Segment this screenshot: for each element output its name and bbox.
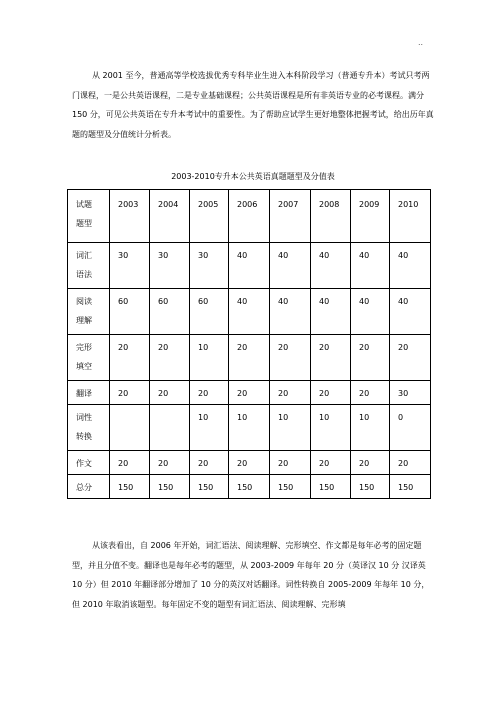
header-year: 2004 [150, 190, 190, 243]
table-cell: 60 [110, 289, 150, 335]
table-cell: 40 [270, 289, 311, 335]
table-cell: 40 [311, 243, 351, 289]
table-cell: 60 [190, 289, 229, 335]
table-cell: 150 [270, 475, 311, 499]
table-cell: 20 [150, 335, 190, 381]
table-cell: 30 [390, 381, 431, 405]
table-cell: 20 [110, 381, 150, 405]
table-cell: 20 [150, 381, 190, 405]
table-cell: 20 [110, 335, 150, 381]
table-cell: 20 [390, 335, 431, 381]
table-cell: 20 [351, 381, 390, 405]
table-row [68, 335, 431, 381]
table-cell: 20 [311, 335, 351, 381]
table-cell: 20 [190, 381, 229, 405]
row-question-type: 词汇语法 [68, 243, 110, 289]
table-cell: 40 [311, 289, 351, 335]
table-cell: 20 [351, 335, 390, 381]
table-cell: 40 [270, 243, 311, 289]
intro-paragraph: 从 2001 至今，普通高等学校选拔优秀专科毕业生进入本科阶段学习（普通专升本）考试只考两门课程，一是公共英语课程，二是专业基础课程；公共英语课程是所有非英语专业的必考课程。满分 150 分，可见公共英语在专升本考试中的重要性。为了帮助应试学生更好地整体把握考试，给出历年真题的题型及分值统计分析表。 [72, 71, 434, 139]
row-question-type: 词性转换 [68, 405, 110, 451]
table-cell: 20 [351, 451, 390, 475]
score-table-body [68, 190, 431, 499]
header-year: 2006 [229, 190, 270, 243]
table-cell: 0 [390, 405, 431, 451]
table-cell: 20 [390, 451, 431, 475]
table-cell: 20 [270, 451, 311, 475]
table-cell: 150 [351, 475, 390, 499]
analysis-paragraph: 从该表看出，自 2006 年开始，词汇语法、阅读理解、完形填空、作文都是每年必考的固定题型，并且分值不变。翻译也是每年必考的题型，从 2003-2009 年每年 20 分（英译汉 10 分 汉译英 10 分）但 2010 年翻译部分增加了 10 分的英汉对话翻译。词性转换自 2005-2009 年每年 10 分，但 2010 年取消该题型。每年固定不变的题型有词汇语法、阅读理解、完形填 [72, 541, 430, 609]
table-cell: 150 [390, 475, 431, 499]
row-question-type: 完形填空 [68, 335, 110, 381]
header-question-type: 试题题型 [68, 190, 110, 243]
table-cell: 150 [229, 475, 270, 499]
table-row [68, 451, 431, 475]
header-year: 2007 [270, 190, 311, 243]
table-row [68, 405, 431, 451]
table-cell: 10 [270, 405, 311, 451]
table-cell: 40 [229, 243, 270, 289]
table-cell: 30 [110, 243, 150, 289]
table-row [68, 243, 431, 289]
table-cell: 10 [351, 405, 390, 451]
table-cell: 20 [229, 451, 270, 475]
table-cell: 20 [270, 381, 311, 405]
table-cell: 20 [270, 335, 311, 381]
table-header-row [68, 190, 431, 243]
table-cell: 150 [150, 475, 190, 499]
row-question-type: 总分 [68, 475, 110, 499]
table-cell: 10 [311, 405, 351, 451]
row-question-type: 翻译 [68, 381, 110, 405]
header-year: 2003 [110, 190, 150, 243]
table-cell: 20 [110, 451, 150, 475]
header-year: 2009 [351, 190, 390, 243]
table-cell: 20 [229, 335, 270, 381]
table-cell: 40 [390, 289, 431, 335]
table-cell: 40 [351, 289, 390, 335]
table-row [68, 289, 431, 335]
table-cell [150, 405, 190, 451]
table-cell: 10 [229, 405, 270, 451]
table-cell: 40 [390, 243, 431, 289]
page-corner-mark: .. [418, 38, 424, 47]
table-cell: 20 [311, 381, 351, 405]
table-cell: 150 [190, 475, 229, 499]
table-row [68, 475, 431, 499]
table-cell: 30 [150, 243, 190, 289]
table-cell [110, 405, 150, 451]
header-year: 2010 [390, 190, 431, 243]
table-cell: 40 [229, 289, 270, 335]
table-cell: 20 [311, 451, 351, 475]
score-table [67, 189, 431, 499]
table-cell: 20 [190, 451, 229, 475]
row-question-type: 阅读理解 [68, 289, 110, 335]
header-year: 2008 [311, 190, 351, 243]
table-cell: 40 [351, 243, 390, 289]
table-row [68, 381, 431, 405]
table-caption: 2003-2010专升本公共英语真题题型及分值表 [171, 172, 335, 181]
table-cell: 30 [190, 243, 229, 289]
table-cell: 60 [150, 289, 190, 335]
table-cell: 20 [150, 451, 190, 475]
table-cell: 20 [229, 381, 270, 405]
table-cell: 150 [110, 475, 150, 499]
header-year: 2005 [190, 190, 229, 243]
table-cell: 10 [190, 405, 229, 451]
table-cell: 10 [190, 335, 229, 381]
table-cell: 150 [311, 475, 351, 499]
row-question-type: 作文 [68, 451, 110, 475]
